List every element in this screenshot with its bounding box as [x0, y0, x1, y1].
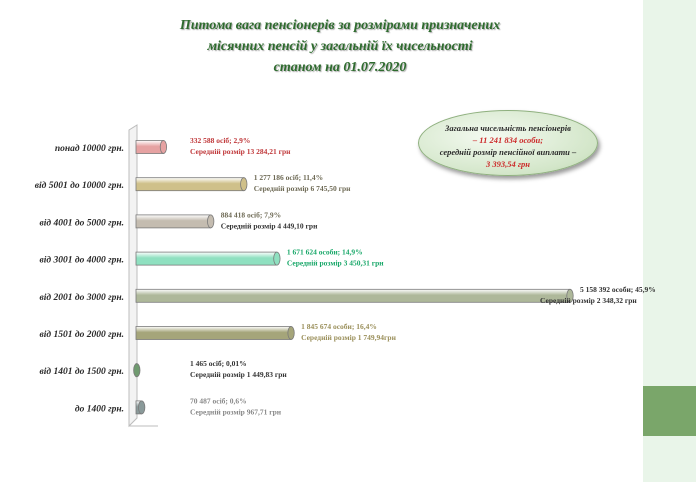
category-label: від 4001 до 5000 грн.: [39, 218, 124, 229]
data-label-count-share: 5 158 392 особи; 45,9%: [580, 284, 656, 294]
category-label: від 5001 до 10000 грн.: [34, 181, 124, 192]
data-label-count-share: 1 671 624 особи; 14,9%: [286, 247, 363, 257]
data-label-count-share: 1 277 186 осіб; 11,4%: [253, 173, 324, 183]
data-label-count-share: 332 588 осіб; 2,9%: [190, 136, 251, 145]
category-label: від 1401 до 1500 грн.: [39, 367, 124, 378]
bar: [136, 252, 277, 265]
bar-end-cap: [241, 178, 247, 191]
bar-end-cap: [134, 364, 140, 377]
data-label-average: Середній розмір 1 749,94грн: [301, 333, 396, 342]
data-label-average: Середній розмір 2 348,32 грн: [540, 295, 637, 305]
bar: [136, 141, 163, 154]
bar: [136, 327, 291, 340]
data-label-average: Середній розмір 3 450,31 грн: [286, 258, 384, 268]
summary-total-value: – 11 241 834 особи;: [472, 135, 544, 145]
data-label-count-share: 1 465 осіб; 0,01%: [190, 359, 247, 369]
bar-end-cap: [288, 327, 294, 340]
chart-title-line-2: місячних пенсій у загальній їх чисельності: [207, 39, 473, 54]
bar: [136, 178, 244, 191]
data-label-average: Середній розмір 967,71 грн: [190, 407, 282, 417]
category-label: від 1501 до 2000 грн.: [39, 330, 124, 340]
axis-wall: [129, 125, 137, 426]
category-label: понад 10000 грн.: [54, 144, 124, 154]
summary-average-label: середній розмір пенсійної виплати –: [439, 147, 577, 157]
bar-end-cap: [207, 215, 213, 228]
category-label: від 2001 до 3000 грн.: [39, 292, 124, 303]
summary-total-label: Загальна чисельність пенсіонерів: [445, 123, 571, 133]
bar: [136, 215, 211, 228]
bar-end-cap: [138, 401, 144, 414]
data-label-count-share: 884 418 осіб; 7,9%: [220, 210, 282, 220]
chart-title-line-3: станом на 01.07.2020: [273, 60, 407, 75]
data-label-average: Середній розмір 1 449,83 грн: [190, 370, 287, 380]
summary-average-value: 3 393,54 грн: [486, 159, 530, 169]
side-accent-block: [643, 386, 696, 436]
chart-title-line-1: Питома вага пенсіонерів за розмірами призначених: [179, 18, 501, 33]
data-label-average: Середній розмір 4 449,10 грн: [220, 221, 318, 231]
category-label: до 1400 грн.: [74, 404, 124, 415]
data-label-count-share: 70 487 осіб; 0,6%: [190, 396, 247, 406]
bar-end-cap: [274, 252, 280, 265]
data-label-average: Середній розмір 13 284,21 грн: [190, 147, 291, 156]
category-label: від 3001 до 4000 грн.: [39, 255, 124, 266]
bar-end-cap: [160, 141, 166, 154]
bar: [136, 289, 570, 302]
data-label-average: Середній розмір 6 745,50 грн: [253, 184, 351, 194]
data-label-count-share: 1 845 674 особи; 16,4%: [301, 322, 377, 331]
